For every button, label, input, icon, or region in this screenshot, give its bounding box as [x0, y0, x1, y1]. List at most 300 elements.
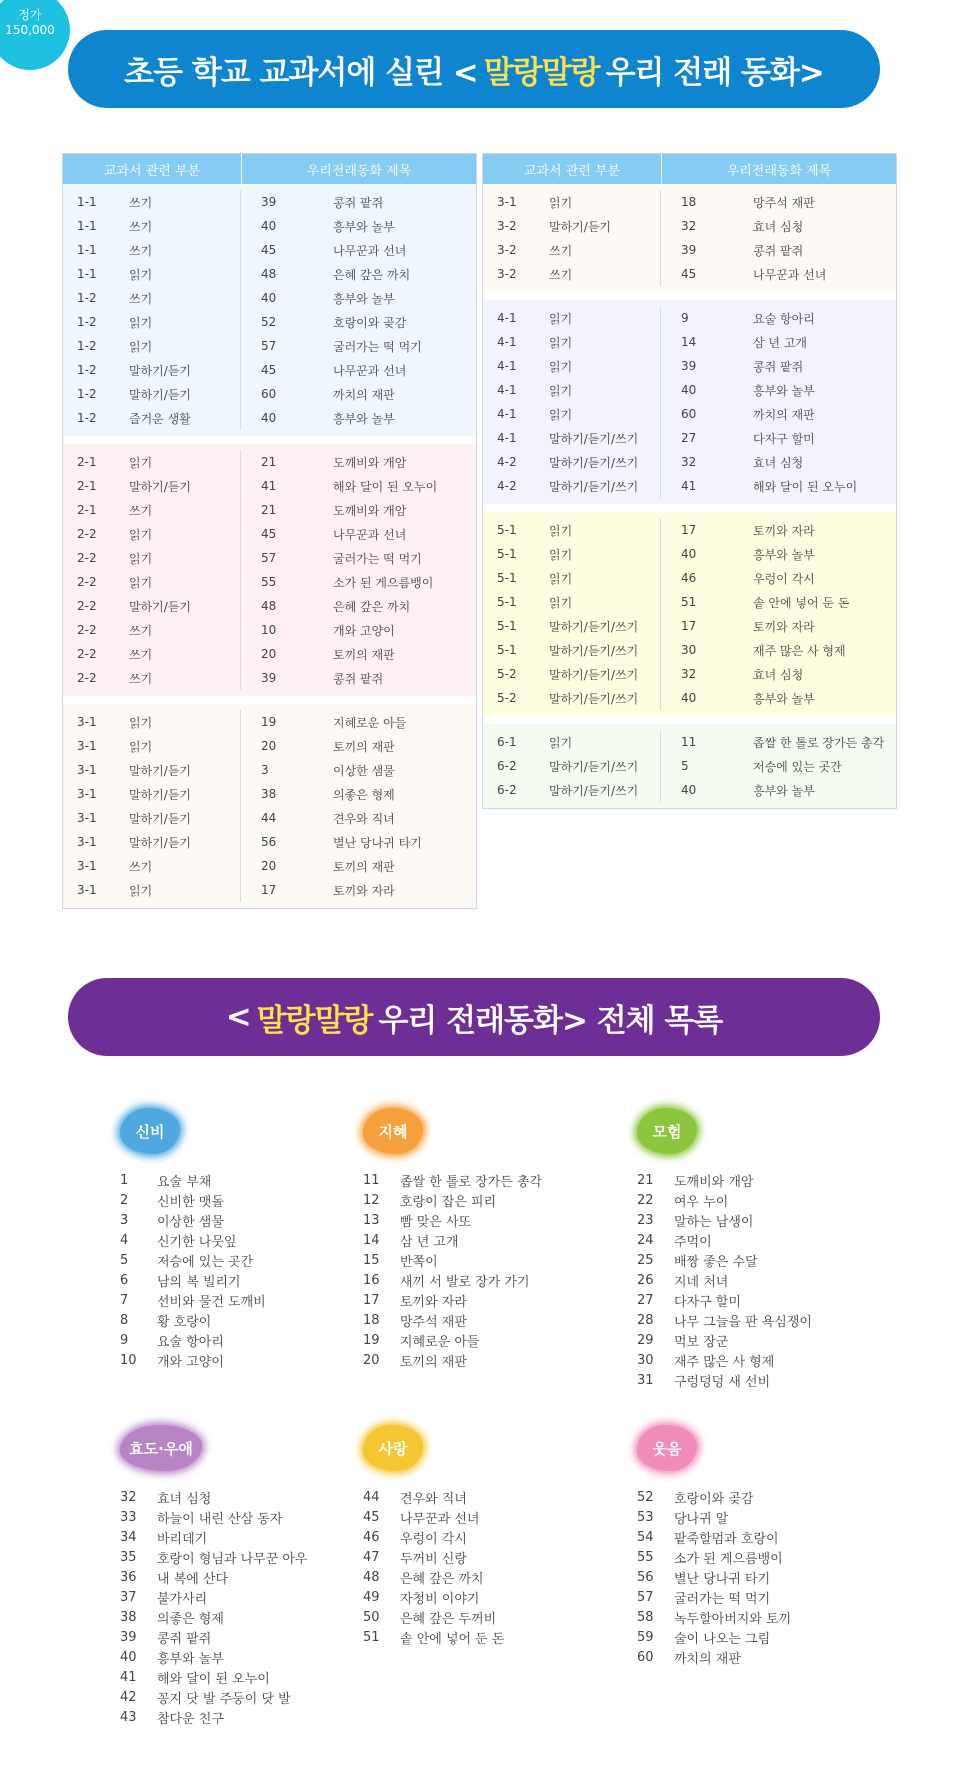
story-title: 호랑이 형님과 나무꾼 아우 — [157, 1551, 308, 1567]
table-row — [63, 382, 240, 406]
table-row — [63, 734, 240, 758]
table-row — [63, 758, 240, 782]
story-title: 당나귀 알 — [674, 1511, 729, 1527]
story-number: 37 — [120, 1589, 137, 1605]
story-number: 54 — [637, 1529, 654, 1545]
story-number: 10 — [261, 623, 277, 637]
textbook-part-column — [483, 730, 661, 802]
grade-semester: 4-1 — [497, 359, 517, 373]
story-title: 나무꾼과 선녀 — [400, 1511, 480, 1527]
table-row — [63, 830, 240, 854]
story-title-column — [241, 450, 476, 690]
story-title: 내 복에 산다 — [157, 1571, 229, 1587]
grade-semester: 4-2 — [497, 479, 517, 493]
story-title: 은혜 갚은 까치 — [333, 267, 411, 282]
banner-text-pre: 초등 학교 교과서에 실린 < — [124, 54, 478, 91]
subject: 말하기/듣기 — [129, 387, 192, 402]
story-number: 17 — [363, 1292, 380, 1308]
table-row — [241, 214, 476, 238]
story-title: 솥 안에 넣어 둔 돈 — [753, 595, 850, 610]
table-row — [63, 406, 240, 430]
story-title: 해와 달이 된 오누이 — [333, 479, 438, 494]
list-item — [637, 1290, 812, 1310]
table-row — [241, 498, 476, 522]
story-number: 9 — [681, 311, 689, 325]
story-number: 45 — [261, 363, 277, 377]
story-title: 솥 안에 넣어 둔 돈 — [400, 1631, 505, 1647]
price-value: 150,000 — [5, 23, 55, 37]
subject: 읽기 — [549, 595, 573, 610]
table-group — [63, 436, 476, 696]
story-list — [120, 1170, 266, 1370]
story-title: 불가사리 — [157, 1591, 208, 1607]
table-row — [63, 474, 240, 498]
table-row — [483, 378, 660, 402]
table-row — [483, 426, 660, 450]
story-title: 호랑이와 곶감 — [333, 315, 407, 330]
story-number: 42 — [120, 1689, 137, 1705]
table-row — [661, 662, 896, 686]
table-row — [661, 686, 896, 710]
story-title: 배짱 좋은 수달 — [674, 1254, 758, 1270]
story-number: 57 — [261, 551, 277, 565]
story-number: 17 — [261, 883, 277, 897]
table-row — [241, 830, 476, 854]
table-row — [63, 238, 240, 262]
list-item — [120, 1647, 308, 1667]
story-number: 39 — [261, 671, 277, 685]
story-number: 28 — [637, 1312, 654, 1328]
subject: 말하기/듣기 — [129, 479, 192, 494]
table-row — [661, 426, 896, 450]
story-title: 견우와 직녀 — [400, 1491, 467, 1507]
list-item — [637, 1170, 812, 1190]
story-title: 개와 고양이 — [333, 623, 395, 638]
story-title: 꽁지 닷 발 주둥이 닷 발 — [157, 1691, 291, 1707]
subject: 쓰기 — [549, 267, 573, 282]
story-title: 소가 된 게으름뱅이 — [333, 575, 434, 590]
table-row — [241, 806, 476, 830]
story-number: 5 — [120, 1252, 129, 1268]
story-number: 52 — [261, 315, 277, 329]
table-row — [241, 358, 476, 382]
grade-semester: 5-1 — [497, 571, 517, 585]
list-item — [637, 1487, 791, 1507]
table-row — [661, 778, 896, 802]
list-item — [637, 1270, 812, 1290]
table-row — [483, 662, 660, 686]
table-row — [63, 666, 240, 690]
story-title: 반쪽이 — [400, 1254, 438, 1270]
list-item — [363, 1507, 504, 1527]
story-number: 22 — [637, 1192, 654, 1208]
story-title: 나무꾼과 선녀 — [333, 363, 407, 378]
table-row — [241, 666, 476, 690]
table-row — [63, 546, 240, 570]
story-title: 녹두할아버지와 토끼 — [674, 1611, 792, 1627]
subject: 쓰기 — [129, 195, 153, 210]
grade-semester: 4-1 — [497, 431, 517, 445]
table-row — [661, 402, 896, 426]
list-item — [363, 1607, 504, 1627]
story-number: 25 — [637, 1252, 654, 1268]
story-title: 남의 복 빌리기 — [157, 1274, 241, 1290]
category-label-blob: 모험 — [637, 1108, 697, 1154]
subject: 쓰기 — [129, 859, 153, 874]
story-number: 19 — [261, 715, 277, 729]
subject: 말하기/듣기/쓰기 — [549, 759, 639, 774]
list-item — [637, 1190, 812, 1210]
story-title-column — [241, 190, 476, 430]
grade-semester: 2-1 — [77, 455, 97, 469]
subject: 즐거운 생활 — [129, 411, 191, 426]
story-number: 39 — [261, 195, 277, 209]
table-row — [483, 686, 660, 710]
story-number: 51 — [681, 595, 697, 609]
category-label-blob: 지혜 — [363, 1108, 423, 1154]
table-row — [661, 262, 896, 286]
table-row — [483, 614, 660, 638]
subject: 말하기/듣기 — [129, 363, 192, 378]
grade-semester: 1-2 — [77, 339, 97, 353]
grade-semester: 4-1 — [497, 383, 517, 397]
table-row — [241, 406, 476, 430]
story-number: 11 — [681, 735, 697, 749]
table-row — [63, 522, 240, 546]
story-title: 흥부와 놀부 — [333, 411, 395, 426]
list-item — [120, 1210, 266, 1230]
story-title: 의좋은 형제 — [157, 1611, 224, 1627]
list-item — [120, 1350, 266, 1370]
table-row — [661, 542, 896, 566]
header-textbook-part: 교과서 관련 부분 — [483, 154, 662, 184]
story-title-column — [661, 730, 896, 802]
story-title: 콩쥐 팥쥐 — [333, 671, 384, 686]
category-love — [363, 1425, 504, 1647]
story-number: 50 — [363, 1609, 380, 1625]
table-row — [661, 450, 896, 474]
header-textbook-part: 교과서 관련 부분 — [63, 154, 242, 184]
story-number: 38 — [120, 1609, 137, 1625]
story-title: 하늘이 내린 산삼 동자 — [157, 1511, 283, 1527]
banner-highlight: 말랑말랑 — [256, 1002, 373, 1039]
story-title: 흥부와 놀부 — [753, 383, 815, 398]
story-title: 새끼 서 발로 장가 가기 — [400, 1274, 530, 1290]
grade-semester: 1-2 — [77, 363, 97, 377]
story-title: 은혜 갚은 까치 — [400, 1571, 484, 1587]
story-number: 20 — [261, 739, 277, 753]
story-title: 의좋은 형제 — [333, 787, 395, 802]
story-title: 흥부와 놀부 — [753, 691, 815, 706]
story-number: 41 — [681, 479, 697, 493]
story-number: 17 — [681, 523, 697, 537]
category-filial-piety — [120, 1425, 308, 1727]
subject: 쓰기 — [129, 219, 153, 234]
table-row — [63, 190, 240, 214]
table-header — [483, 154, 896, 184]
subject: 쓰기 — [129, 647, 153, 662]
story-number: 55 — [637, 1549, 654, 1565]
story-number: 36 — [120, 1569, 137, 1585]
table-row — [241, 474, 476, 498]
story-number: 18 — [681, 195, 697, 209]
list-item — [637, 1647, 791, 1667]
story-title: 굴러가는 떡 먹기 — [333, 551, 422, 566]
story-title-column — [241, 710, 476, 902]
story-number: 46 — [363, 1529, 380, 1545]
story-number: 1 — [120, 1172, 129, 1188]
grade-semester: 3-1 — [77, 739, 97, 753]
story-number: 26 — [637, 1272, 654, 1288]
subject: 말하기/듣기/쓰기 — [549, 667, 639, 682]
story-title: 지혜로운 아들 — [400, 1334, 480, 1350]
story-number: 47 — [363, 1549, 380, 1565]
subject: 말하기/듣기 — [129, 811, 192, 826]
story-number: 41 — [120, 1669, 137, 1685]
story-number: 38 — [261, 787, 277, 801]
grade-semester: 2-2 — [77, 575, 97, 589]
table-row — [661, 754, 896, 778]
subject: 쓰기 — [129, 243, 153, 258]
story-number: 30 — [637, 1352, 654, 1368]
story-title: 나무꾼과 선녀 — [753, 267, 827, 282]
story-number: 27 — [637, 1292, 654, 1308]
story-number: 40 — [681, 547, 697, 561]
story-number: 5 — [681, 759, 689, 773]
story-number: 3 — [261, 763, 269, 777]
story-title-column — [661, 190, 896, 286]
subject: 말하기/듣기 — [549, 219, 612, 234]
table-row — [661, 730, 896, 754]
table-row — [241, 546, 476, 570]
table-row — [661, 474, 896, 498]
grade-semester: 2-2 — [77, 647, 97, 661]
story-number: 57 — [637, 1589, 654, 1605]
list-item — [120, 1587, 308, 1607]
grade-semester: 3-1 — [77, 811, 97, 825]
subject: 읽기 — [129, 267, 153, 282]
list-item — [363, 1170, 542, 1190]
subject: 읽기 — [549, 571, 573, 586]
list-item — [120, 1707, 308, 1727]
subject: 쓰기 — [129, 623, 153, 638]
list-item — [120, 1170, 266, 1190]
list-item — [120, 1487, 308, 1507]
story-title: 우렁이 각시 — [753, 571, 815, 586]
subject: 읽기 — [549, 335, 573, 350]
grade-semester: 3-1 — [77, 763, 97, 777]
story-title: 흥부와 놀부 — [333, 219, 395, 234]
table-row — [63, 498, 240, 522]
story-title: 바리데기 — [157, 1531, 208, 1547]
story-title: 술이 나오는 그림 — [674, 1631, 771, 1647]
price-label: 정가 — [18, 8, 42, 22]
list-item — [120, 1507, 308, 1527]
story-number: 32 — [681, 219, 697, 233]
table-row — [483, 306, 660, 330]
list-item — [120, 1527, 308, 1547]
story-number: 29 — [637, 1332, 654, 1348]
story-title: 황 호랑이 — [157, 1314, 212, 1330]
story-number: 27 — [681, 431, 697, 445]
table-row — [241, 238, 476, 262]
story-number: 3 — [120, 1212, 129, 1228]
grade-semester: 3-1 — [77, 835, 97, 849]
list-item — [120, 1567, 308, 1587]
grade-semester: 1-2 — [77, 411, 97, 425]
table-row — [63, 358, 240, 382]
grade-semester: 2-2 — [77, 623, 97, 637]
story-title: 은혜 갚은 두꺼비 — [400, 1611, 497, 1627]
list-item — [120, 1290, 266, 1310]
story-title: 흥부와 놀부 — [753, 547, 815, 562]
story-title: 흥부와 놀부 — [157, 1651, 224, 1667]
story-title: 굴러가는 떡 먹기 — [333, 339, 422, 354]
story-title: 흥부와 놀부 — [753, 783, 815, 798]
table-row — [661, 590, 896, 614]
table-row — [241, 190, 476, 214]
table-row — [63, 262, 240, 286]
story-list — [363, 1170, 542, 1370]
subject: 읽기 — [549, 523, 573, 538]
list-item — [363, 1487, 504, 1507]
subject: 말하기/듣기 — [129, 763, 192, 778]
story-title: 참다운 친구 — [157, 1711, 224, 1727]
story-title: 이상한 샘물 — [157, 1214, 224, 1230]
subject: 읽기 — [549, 359, 573, 374]
story-title: 토끼의 재판 — [333, 859, 395, 874]
story-title: 도깨비와 개암 — [333, 503, 407, 518]
story-number: 40 — [261, 291, 277, 305]
story-list — [637, 1170, 812, 1390]
story-number: 21 — [261, 455, 277, 469]
story-number: 14 — [681, 335, 697, 349]
list-item — [120, 1667, 308, 1687]
story-title: 자청비 이야기 — [400, 1591, 480, 1607]
grade-semester: 4-1 — [497, 335, 517, 349]
table-row — [63, 570, 240, 594]
textbook-part-column — [483, 190, 661, 286]
story-number: 23 — [637, 1212, 654, 1228]
grade-semester: 3-1 — [77, 787, 97, 801]
story-number: 11 — [363, 1172, 380, 1188]
grade-semester: 1-2 — [77, 315, 97, 329]
story-number: 48 — [261, 267, 277, 281]
subject: 읽기 — [129, 551, 153, 566]
price-badge — [0, 0, 70, 70]
table-row — [63, 710, 240, 734]
grade-semester: 3-1 — [77, 883, 97, 897]
grade-semester: 2-2 — [77, 671, 97, 685]
grade-semester: 5-1 — [497, 643, 517, 657]
story-number: 40 — [681, 691, 697, 705]
story-number: 60 — [681, 407, 697, 421]
story-title: 굴러가는 떡 먹기 — [674, 1591, 771, 1607]
textbook-part-column — [63, 450, 241, 690]
story-number: 43 — [120, 1709, 137, 1725]
grade-semester: 6-2 — [497, 783, 517, 797]
story-title: 말하는 남생이 — [674, 1214, 754, 1230]
story-number: 40 — [261, 411, 277, 425]
story-title: 효녀 심청 — [753, 219, 804, 234]
story-number: 39 — [681, 243, 697, 257]
story-title: 효녀 심청 — [753, 455, 804, 470]
textbook-part-column — [483, 306, 661, 498]
list-item — [363, 1587, 504, 1607]
banner-text-post: 우리 전래 동화> — [605, 54, 824, 91]
subject: 말하기/듣기/쓰기 — [549, 431, 639, 446]
story-title: 지네 처녀 — [674, 1274, 729, 1290]
header-story-title: 우리전래동화 제목 — [726, 163, 832, 179]
story-title: 삼 년 고개 — [753, 335, 807, 350]
story-list — [363, 1487, 504, 1647]
table-group — [483, 504, 896, 716]
table-row — [483, 238, 660, 262]
story-title: 해와 달이 된 오누이 — [157, 1671, 270, 1687]
subject: 읽기 — [129, 883, 153, 898]
table-row — [241, 522, 476, 546]
story-number: 55 — [261, 575, 277, 589]
list-item — [637, 1567, 791, 1587]
story-number: 16 — [363, 1272, 380, 1288]
list-item — [363, 1527, 504, 1547]
story-title: 재주 많은 사 형제 — [753, 643, 846, 658]
subject: 말하기/듣기/쓰기 — [549, 643, 639, 658]
list-item — [120, 1190, 266, 1210]
table-row — [661, 214, 896, 238]
category-label-blob: 신비 — [120, 1108, 180, 1154]
list-item — [637, 1587, 791, 1607]
story-number: 24 — [637, 1232, 654, 1248]
subject: 읽기 — [129, 339, 153, 354]
table-row — [241, 782, 476, 806]
story-title: 신기한 나뭇잎 — [157, 1234, 237, 1250]
story-title: 이상한 샘물 — [333, 763, 395, 778]
subject: 읽기 — [129, 715, 153, 730]
table-row — [483, 262, 660, 286]
list-item — [120, 1547, 308, 1567]
banner-text-pre: < — [225, 999, 251, 1035]
story-title: 호랑이와 곶감 — [674, 1491, 754, 1507]
table-group — [483, 184, 896, 292]
story-number: 45 — [681, 267, 697, 281]
story-number: 60 — [637, 1649, 654, 1665]
table-row — [483, 518, 660, 542]
story-title: 요술 항아리 — [753, 311, 815, 326]
subject: 말하기/듣기 — [129, 835, 192, 850]
table-group — [483, 716, 896, 808]
list-item — [363, 1230, 542, 1250]
story-title: 토끼의 재판 — [400, 1354, 467, 1370]
story-title: 까치의 재판 — [333, 387, 395, 402]
subject: 말하기/듣기/쓰기 — [549, 479, 639, 494]
story-title: 선비와 물건 도깨비 — [157, 1294, 266, 1310]
story-title: 도깨비와 개암 — [333, 455, 407, 470]
story-title: 재주 많은 사 형제 — [674, 1354, 775, 1370]
story-title: 팥죽할멈과 호랑이 — [674, 1531, 779, 1547]
story-number: 2 — [120, 1192, 129, 1208]
story-number: 58 — [637, 1609, 654, 1625]
story-number: 59 — [637, 1629, 654, 1645]
story-title: 해와 달이 된 오누이 — [753, 479, 858, 494]
story-title: 콩쥐 팥쥐 — [157, 1631, 212, 1647]
table-row — [483, 190, 660, 214]
story-number: 32 — [681, 667, 697, 681]
subject: 읽기 — [129, 575, 153, 590]
subject: 말하기/듣기/쓰기 — [549, 455, 639, 470]
story-number: 14 — [363, 1232, 380, 1248]
textbook-banner — [68, 30, 880, 108]
